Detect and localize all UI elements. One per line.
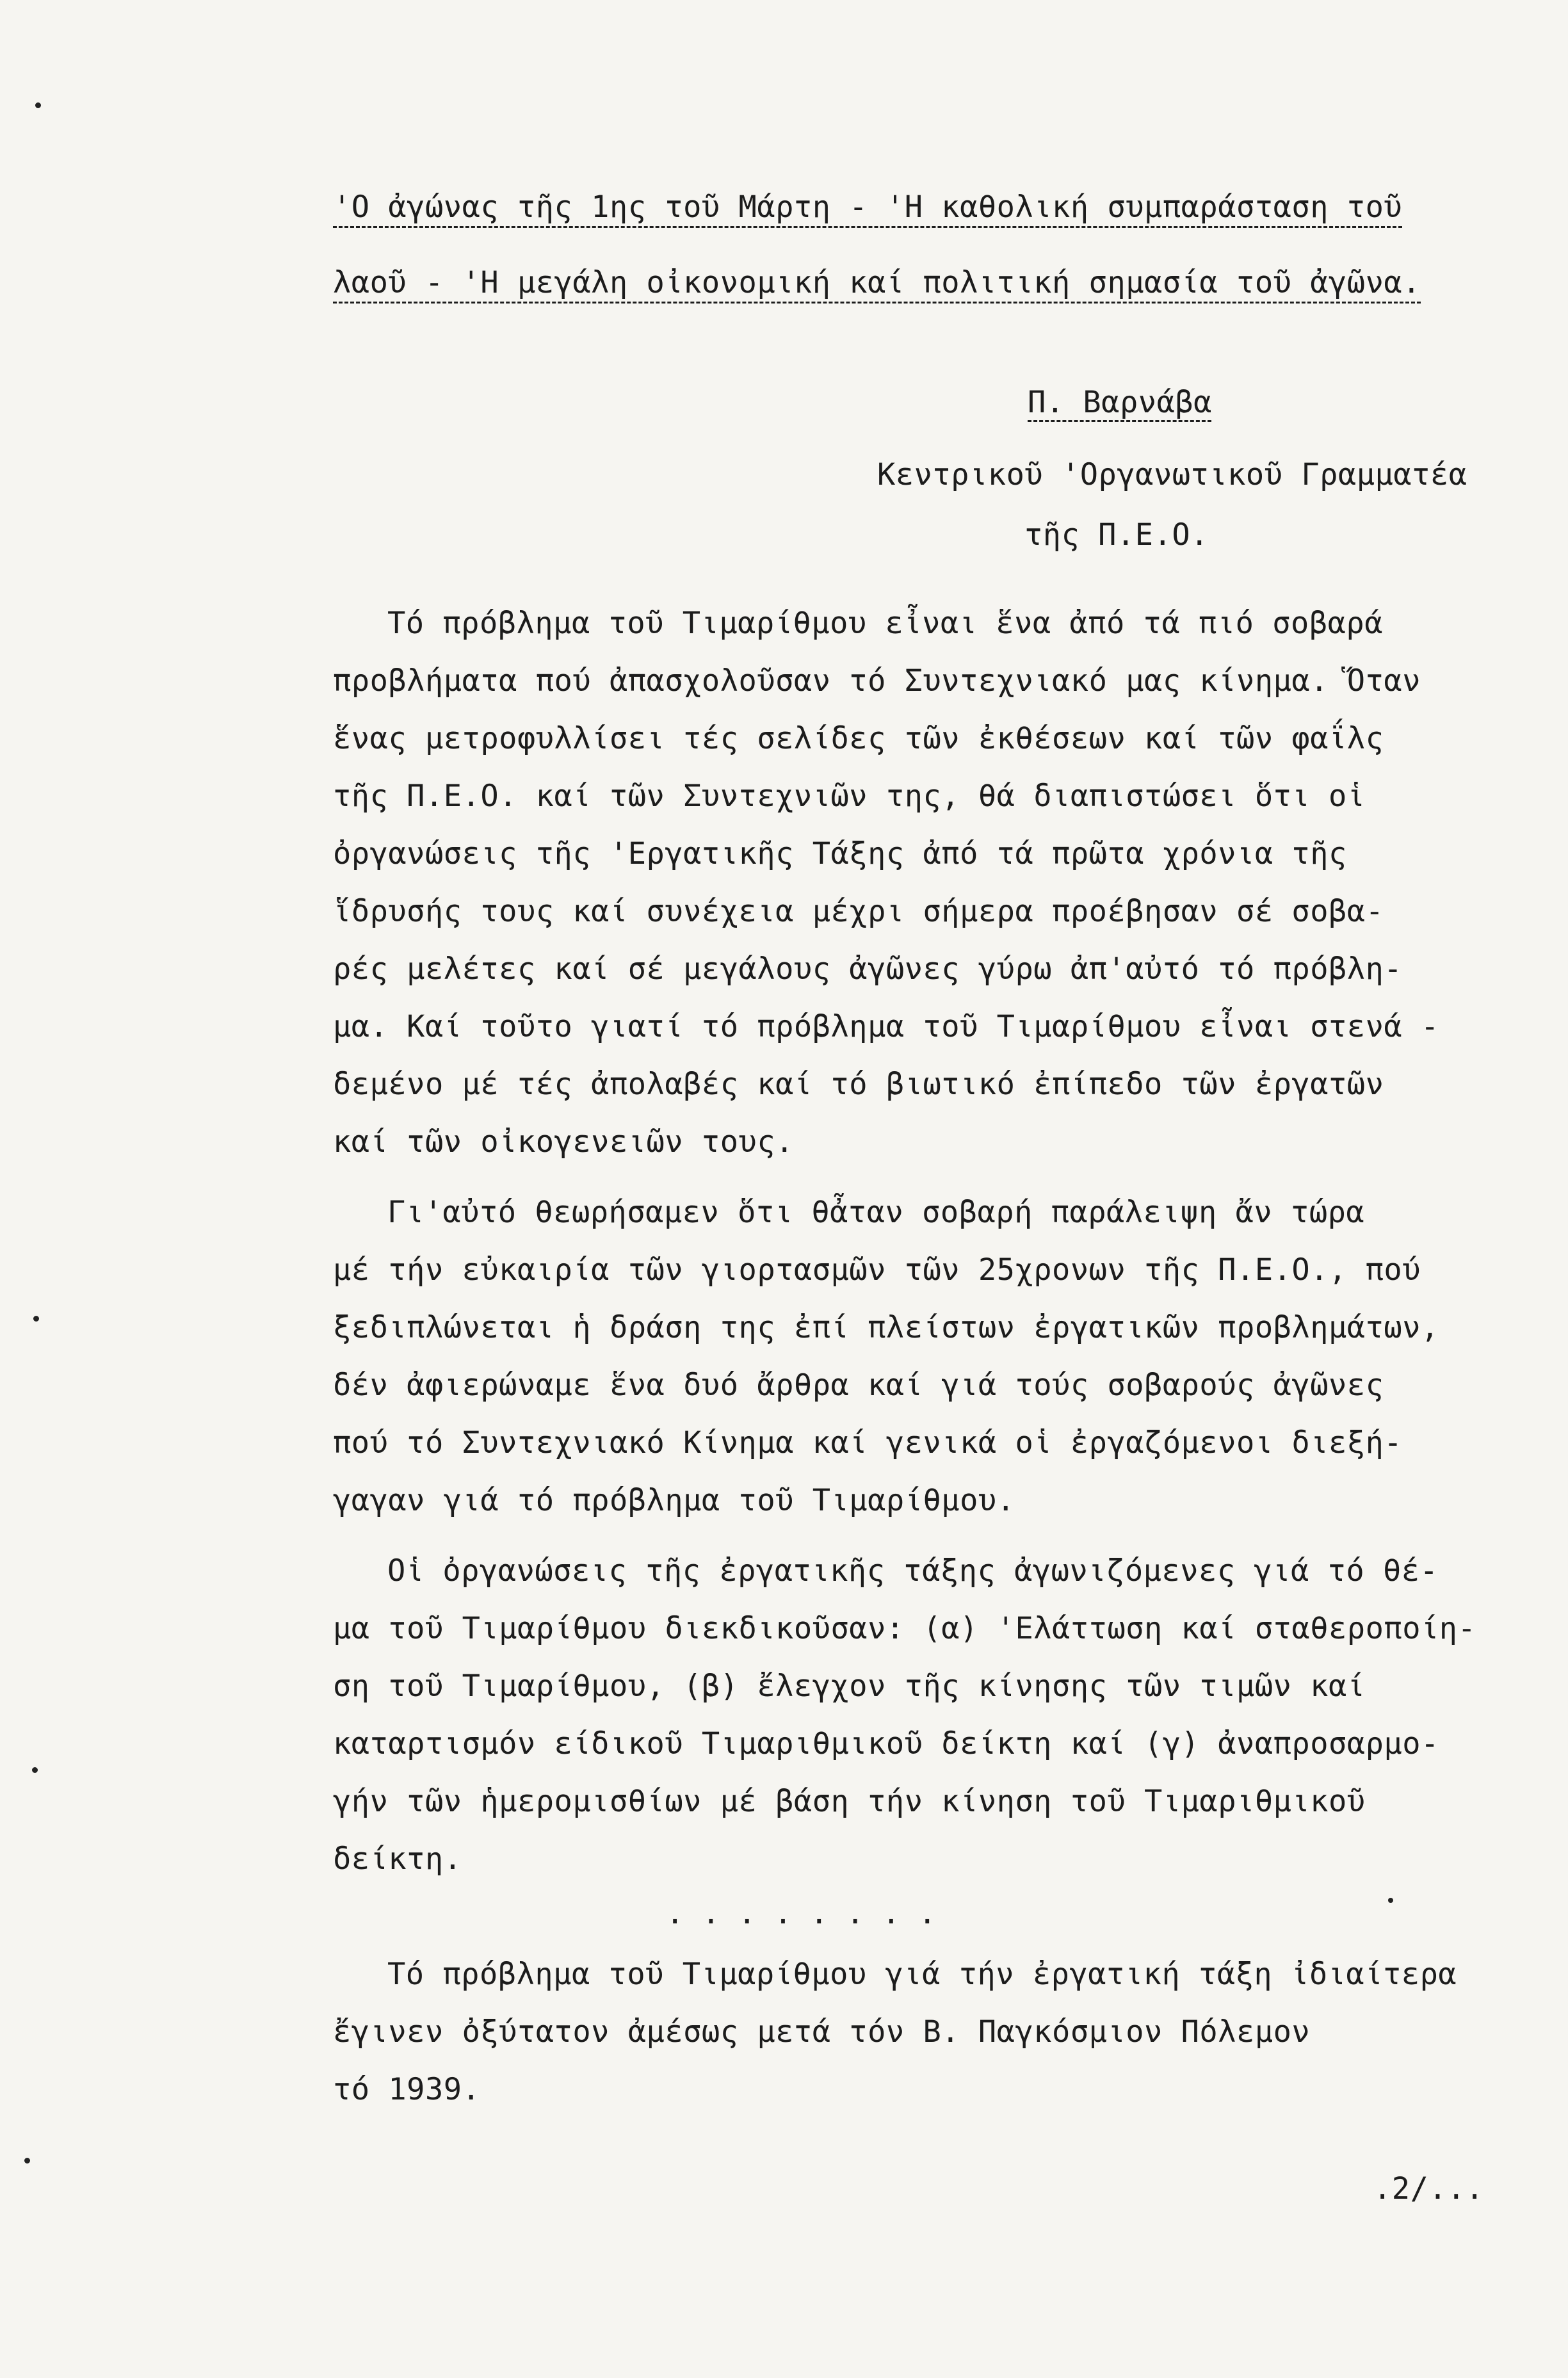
paragraph-line: ξεδιπλώνεται ἡ δράση της ἐπί πλείστων ἐργατικῶν προβλημάτων,: [333, 1310, 1439, 1345]
paragraph-line: ἵδρυσής τους καί συνέχεια μέχρι σήμερα προέβησαν σέ σοβα-: [333, 894, 1384, 929]
paragraph-line: δείκτη.: [333, 1841, 462, 1877]
paragraph-line: καταρτισμόν είδικοῦ Τιμαριθμικοῦ δείκτη καί (γ) ἀναπροσαρμο-: [333, 1726, 1439, 1761]
title-line-2: λαοῦ - 'Η μεγάλη οἰκονομική καί πολιτική σημασία τοῦ ἀγῶνα.: [333, 265, 1421, 300]
paragraph-line: μα τοῦ Τιμαρίθμου διεκδικοῦσαν: (α) 'Ελάττωση καί σταθεροποίη-: [333, 1611, 1476, 1646]
paragraph-line: τῆς Π.Ε.Ο. καί τῶν Συντεχνιῶν της, θά διαπιστώσει ὅτι οἱ: [333, 779, 1366, 814]
paragraph-line: Τό πρόβλημα τοῦ Τιμαρίθμου εἶναι ἕνα ἀπό τά πιό σοβαρά: [387, 606, 1384, 641]
paragraph-line: ἔγινεν ὀξύτατον ἀμέσως μετά τόν Β. Παγκόσμιον Πόλεμον: [333, 2014, 1311, 2050]
section-separator: ........: [666, 1896, 955, 1931]
paragraph-line: Γι'αὐτό θεωρήσαμεν ὅτι θἆταν σοβαρή παράλειψη ἄν τώρα: [387, 1195, 1365, 1230]
paragraph-line: ση τοῦ Τιμαρίθμου, (β) ἔλεγχον τῆς κίνησης τῶν τιμῶν καί: [333, 1669, 1366, 1704]
paragraph-line: ὀργανώσεις τῆς 'Εργατικῆς Τάξης ἀπό τά πρῶτα χρόνια τῆς: [333, 836, 1347, 871]
paragraph-line: γήν τῶν ἡμερομισθίων μέ βάση τήν κίνηση τοῦ Τιμαριθμικοῦ: [333, 1784, 1366, 1819]
scan-speck: [35, 102, 41, 108]
paragraph-line: δεμένο μέ τές ἀπολαβές καί τό βιωτικό ἐπίπεδο τῶν ἐργατῶν: [333, 1067, 1384, 1102]
paragraph-line: μα. Καί τοῦτο γιατί τό πρόβλημα τοῦ Τιμαρίθμου εἶναι στενά -: [333, 1009, 1439, 1044]
paragraph-line: τό 1939.: [333, 2072, 481, 2107]
paragraph-line: πού τό Συντεχνιακό Κίνημα καί γενικά οἱ ἐργαζόμενοι διεξή-: [333, 1425, 1403, 1460]
paragraph-line: προβλήματα πού ἀπασχολοῦσαν τό Συντεχνιακό μας κίνημα. Ὅταν: [333, 663, 1421, 699]
paragraph-line: Τό πρόβλημα τοῦ Τιμαρίθμου γιά τήν ἐργατική τάξη ἰδιαίτερα: [387, 1957, 1457, 1992]
page-continuation-marker: .2/...: [1373, 2171, 1484, 2206]
paragraph-line: ἕνας μετροφυλλίσει τές σελίδες τῶν ἐκθέσεων καί τῶν φαΐλς: [333, 721, 1384, 756]
paragraph-line: ρές μελέτες καί σέ μεγάλους ἀγῶνες γύρω ἀπ'αὐτό τό πρόβλη-: [333, 951, 1403, 987]
paragraph-line: Οἱ ὀργανώσεις τῆς ἐργατικῆς τάξης ἀγωνιζόμενες γιά τό θέ-: [387, 1553, 1439, 1589]
scan-speck: [24, 2158, 30, 2164]
title-line-1: 'Ο ἀγώνας τῆς 1ης τοῦ Μάρτη - 'Η καθολική συμπαράσταση τοῦ: [333, 190, 1403, 225]
scan-speck: [32, 1767, 38, 1773]
paragraph-line: γαγαν γιά τό πρόβλημα τοῦ Τιμαρίθμου.: [333, 1483, 1015, 1518]
scan-speck: [33, 1316, 39, 1322]
scan-speck: [1388, 1898, 1393, 1903]
paragraph-line: μέ τήν εὐκαιρία τῶν γιορτασμῶν τῶν 25χρονων τῆς Π.Ε.Ο., πού: [333, 1252, 1421, 1288]
paragraph-line: καί τῶν οἰκογενειῶν τους.: [333, 1124, 794, 1160]
author-name: Π. Βαρνάβα: [1028, 385, 1212, 420]
author-role: Κεντρικοῦ 'Οργανωτικοῦ Γραμματέα: [877, 457, 1467, 492]
paragraph-line: δέν ἀφιερώναμε ἕνα δυό ἄρθρα καί γιά τούς σοβαρούς ἀγῶνες: [333, 1368, 1384, 1403]
author-org: τῆς Π.Ε.Ο.: [1024, 517, 1209, 553]
